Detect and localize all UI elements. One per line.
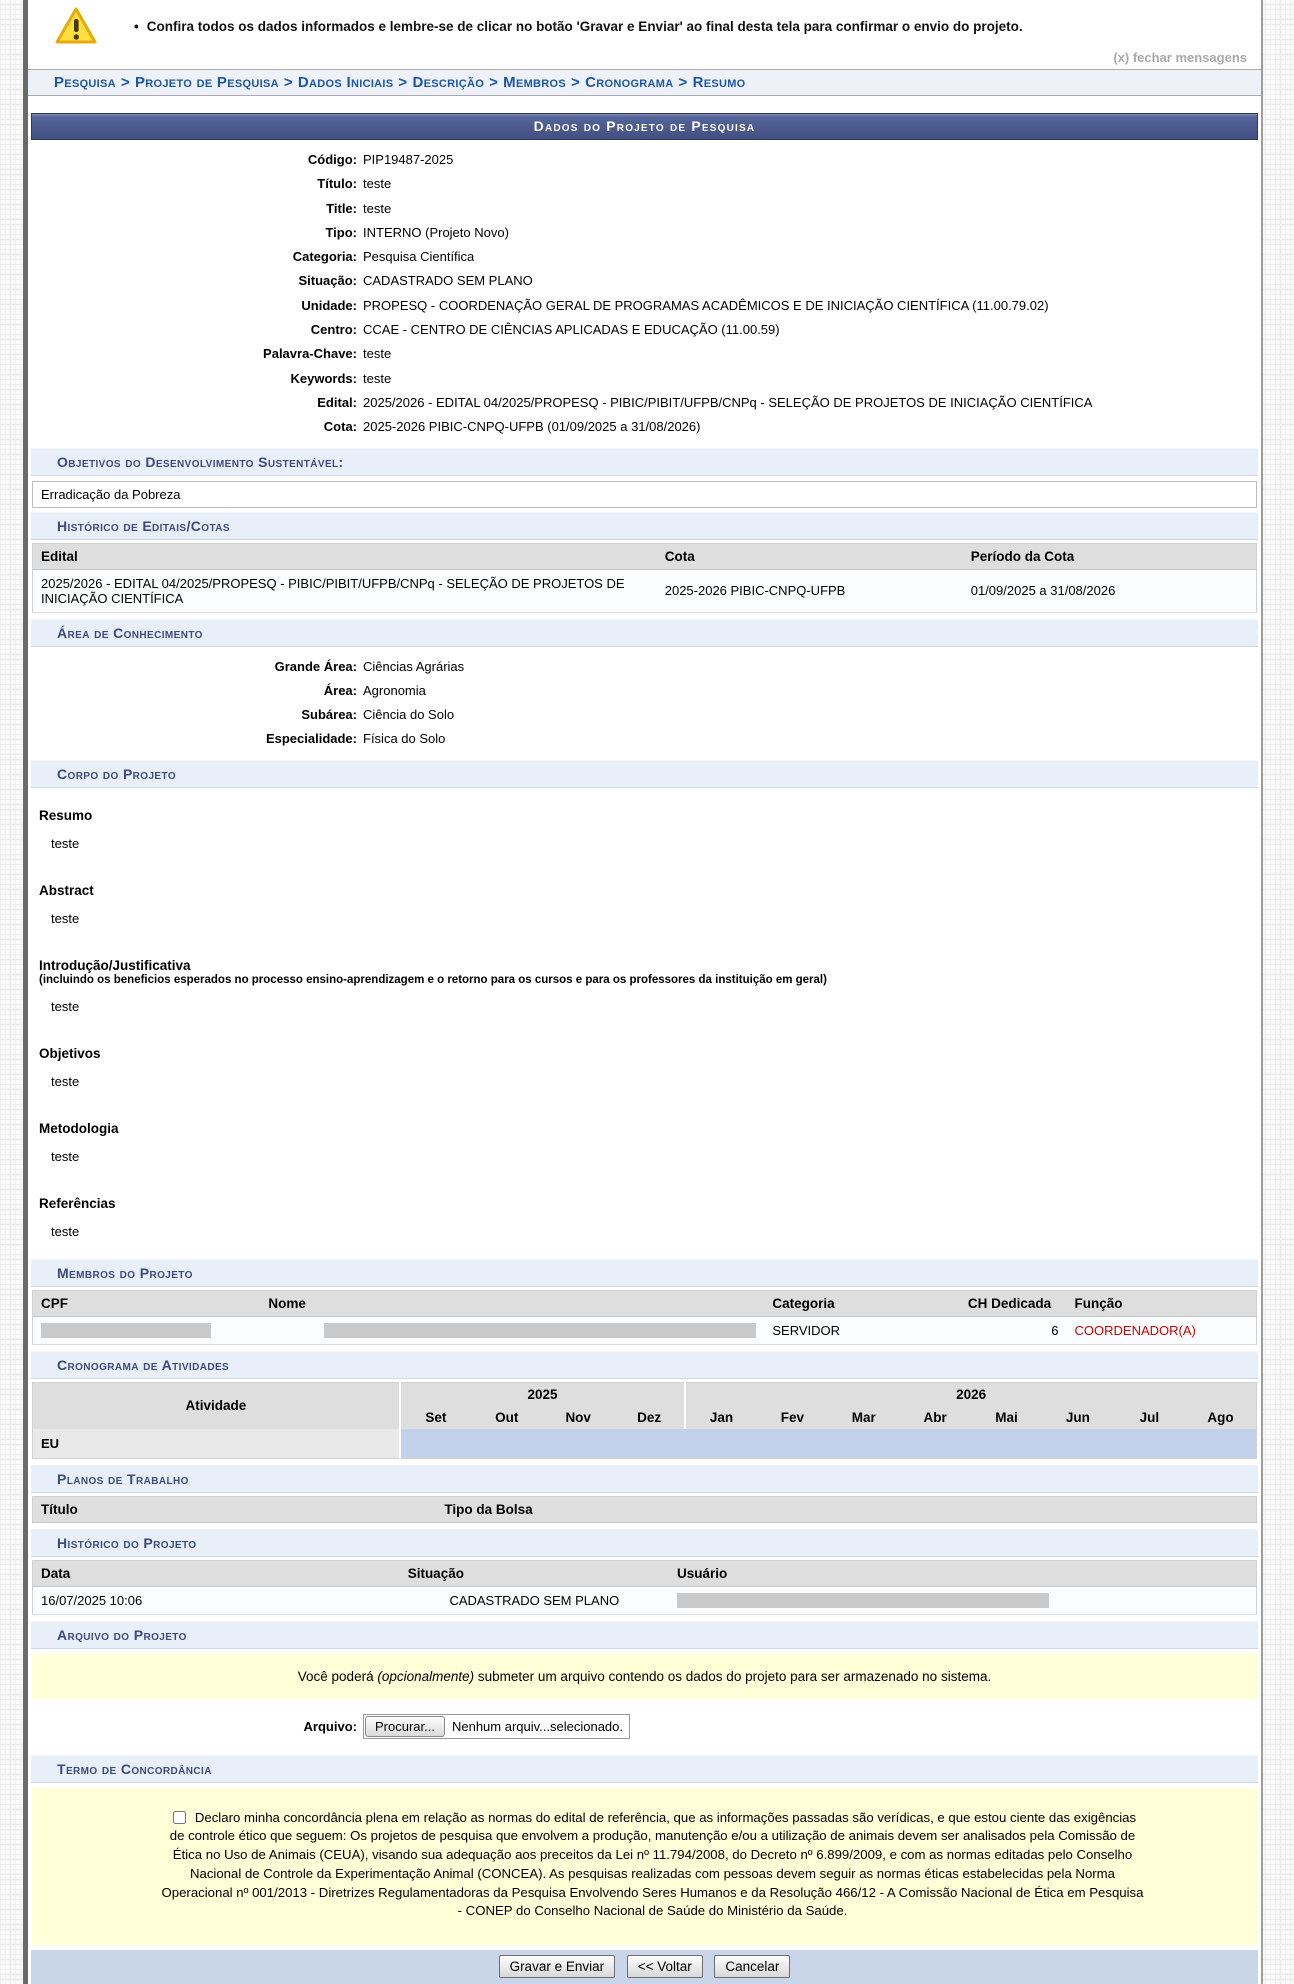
- field-row-tipo: [31, 221, 1258, 245]
- field-label: Código:: [307, 152, 357, 167]
- month-header: Nov: [543, 1406, 614, 1429]
- file-field-label: Arquivo:: [303, 1718, 357, 1734]
- close-messages-link[interactable]: (x) fechar mensagens: [1113, 50, 1247, 65]
- year-header-2026: 2026: [685, 1382, 1256, 1406]
- cell-edital: 2025/2026 - EDITAL 04/2025/PROPESQ - PIBIC/PIBIT/UFPB/CNPq - SELEÇÃO DE PROJETOS DE INICIAÇÃO CIENTÍFICA: [33, 569, 657, 612]
- block-value: teste: [51, 1073, 80, 1089]
- corpo-do-projeto: [31, 788, 1258, 1239]
- cell-funcao: COORDENADOR(A): [1067, 1316, 1257, 1344]
- field-value: PROPESQ - COORDENAÇÃO GERAL DE PROGRAMAS ACADÊMICOS E DE INICIAÇÃO CIENTÍFICA (11.00.79.02): [363, 297, 1049, 313]
- main-panel: [28, 96, 1261, 1984]
- redaction-block: [677, 1593, 1049, 1608]
- cell-periodo: 01/09/2025 a 31/08/2026: [963, 569, 1257, 612]
- corpo-block-objetivos: [39, 1026, 1250, 1089]
- breadcrumb-separator: >: [283, 74, 293, 91]
- browse-button[interactable]: Procurar...: [365, 1716, 445, 1737]
- month-cell-filled: [400, 1429, 471, 1459]
- breadcrumb-separator: >: [120, 74, 130, 91]
- activity-row: [33, 1429, 1257, 1459]
- block-heading: Objetivos: [39, 1045, 101, 1061]
- redaction-block: [324, 1323, 756, 1338]
- cronograma-table: [32, 1382, 1257, 1459]
- month-header: Jul: [1114, 1406, 1185, 1429]
- corpo-block-metodologia: [39, 1101, 1250, 1164]
- field-label: Subárea:: [301, 707, 357, 723]
- month-cell-filled: [543, 1429, 614, 1459]
- field-value: 2025-2026 PIBIC-CNPQ-UFPB (01/09/2025 a 31/08/2026): [363, 419, 701, 435]
- month-header: Mai: [971, 1406, 1042, 1429]
- col-header-categoria: Categoria: [764, 1290, 959, 1316]
- section-header-corpo: Corpo do Projeto: [31, 760, 1258, 788]
- col-header-funcao: Função: [1067, 1290, 1257, 1316]
- block-value: teste: [51, 998, 80, 1014]
- arquivo-note: [32, 1654, 1257, 1699]
- terms-label: [162, 1810, 1144, 1919]
- breadcrumb-separator: >: [571, 74, 581, 91]
- field-row-grande-area: [31, 655, 1258, 679]
- breadcrumb-item-descricao: Descrição: [412, 74, 485, 91]
- field-value: teste: [363, 200, 392, 216]
- month-header: Set: [400, 1406, 471, 1429]
- corpo-block-abstract: [39, 863, 1250, 926]
- cell-cota: 2025-2026 PIBIC-CNPQ-UFPB: [657, 569, 963, 612]
- month-header: Dez: [614, 1406, 685, 1429]
- warning-icon: [54, 6, 98, 46]
- col-header-ch-dedicada: CH Dedicada: [960, 1290, 1067, 1316]
- breadcrumb-item-membros: Membros: [503, 74, 567, 91]
- col-header-edital: Edital: [33, 543, 657, 569]
- field-label: Situação:: [298, 273, 357, 289]
- month-cell-filled: [1114, 1429, 1185, 1459]
- field-label: Keywords:: [290, 370, 357, 386]
- month-cell-filled: [471, 1429, 542, 1459]
- page-frame: [23, 0, 1263, 1984]
- month-cell-filled: [828, 1429, 899, 1459]
- month-header: Jun: [1042, 1406, 1113, 1429]
- field-value: teste: [363, 370, 392, 386]
- breadcrumb-item-projeto: Projeto de Pesquisa: [134, 74, 279, 91]
- block-value: teste: [51, 910, 80, 926]
- cell-nome-redacted: [260, 1316, 764, 1344]
- field-value: CCAE - CENTRO DE CIÊNCIAS APLICADAS E EDUCAÇÃO (11.00.59): [363, 322, 780, 338]
- field-label: Tipo:: [325, 224, 357, 240]
- breadcrumb-separator: >: [398, 74, 408, 91]
- planos-table: [32, 1496, 1257, 1523]
- field-value: INTERNO (Projeto Novo): [363, 224, 509, 240]
- month-cell-filled: [1042, 1429, 1113, 1459]
- ods-value: Erradicação da Pobreza: [32, 481, 1257, 508]
- field-label: Título:: [317, 176, 357, 192]
- month-cell-filled: [1185, 1429, 1256, 1459]
- field-label: Categoria:: [292, 249, 357, 265]
- month-header: Fev: [757, 1406, 828, 1429]
- year-header-2025: 2025: [400, 1382, 686, 1406]
- breadcrumb-item-resumo: Resumo: [692, 74, 746, 91]
- field-row-edital: [31, 391, 1258, 415]
- field-value: Ciências Agrárias: [363, 658, 465, 674]
- field-label: Edital:: [317, 394, 357, 410]
- col-header-atividade: Atividade: [33, 1382, 400, 1429]
- month-cell-filled: [971, 1429, 1042, 1459]
- field-label: Cota:: [323, 419, 357, 435]
- table-row: [33, 1316, 1257, 1344]
- terms-box: [32, 1788, 1257, 1945]
- breadcrumb-separator: >: [489, 74, 499, 91]
- cell-activity-name: EU: [33, 1429, 400, 1459]
- breadcrumb-separator: >: [678, 74, 688, 91]
- field-row-keywords: [31, 367, 1258, 391]
- col-header-periodo: Período da Cota: [963, 543, 1257, 569]
- note-text: Você poderá: [297, 1668, 378, 1684]
- col-header-titulo: Título: [33, 1496, 437, 1522]
- cell-categoria: SERVIDOR: [764, 1316, 959, 1344]
- area-fields: [31, 655, 1258, 752]
- month-header: Abr: [899, 1406, 970, 1429]
- month-cell-filled: [757, 1429, 828, 1459]
- month-header: Ago: [1185, 1406, 1256, 1429]
- block-value: teste: [51, 835, 80, 851]
- cell-ch-dedicada: 6: [960, 1316, 1067, 1344]
- block-value: teste: [51, 1148, 80, 1164]
- footer-bar: [31, 1950, 1258, 1984]
- field-label: Unidade:: [301, 297, 357, 313]
- corpo-block-referencias: [39, 1176, 1250, 1239]
- field-row-subarea: [31, 703, 1258, 727]
- cell-situacao: CADASTRADO SEM PLANO: [400, 1586, 669, 1614]
- field-value: Pesquisa Científica: [363, 249, 475, 265]
- col-header-situacao: Situação: [400, 1560, 669, 1586]
- field-value: teste: [363, 176, 392, 192]
- editais-table: [32, 543, 1257, 613]
- breadcrumb-item-pesquisa: Pesquisa: [54, 74, 116, 91]
- month-cell-filled: [899, 1429, 970, 1459]
- field-value: Ciência do Solo: [363, 707, 455, 723]
- corpo-block-introducao: [39, 938, 1250, 1014]
- field-row-categoria: [31, 245, 1258, 269]
- terms-checkbox[interactable]: [173, 1811, 186, 1824]
- field-value: Física do Solo: [363, 731, 446, 747]
- section-header-area: Área de Conhecimento: [31, 619, 1258, 647]
- field-row-unidade: [31, 294, 1258, 318]
- section-header-arquivo: Arquivo do Projeto: [31, 1621, 1258, 1649]
- field-label: Title:: [326, 200, 357, 216]
- field-value: teste: [363, 346, 392, 362]
- col-header-tipo-bolsa: Tipo da Bolsa: [436, 1496, 1256, 1522]
- field-label: Especialidade:: [265, 731, 357, 747]
- col-header-data: Data: [33, 1560, 400, 1586]
- cell-usuario-redacted: [669, 1586, 1257, 1614]
- cancel-button[interactable]: Cancelar: [714, 1955, 790, 1978]
- cell-data: 16/07/2025 10:06: [33, 1586, 400, 1614]
- month-header: Out: [471, 1406, 542, 1429]
- breadcrumb-item-cronograma: Cronograma: [585, 74, 674, 91]
- block-heading: Resumo: [39, 807, 93, 823]
- messages-panel: [28, 0, 1261, 69]
- back-button[interactable]: << Voltar: [627, 1955, 703, 1978]
- file-input[interactable]: [363, 1714, 630, 1739]
- note-italic-text: (opcionalmente): [377, 1668, 475, 1684]
- col-header-usuario: Usuário: [669, 1560, 1257, 1586]
- note-text: submeter um arquivo contendo os dados do projeto para ser armazenado no sistema.: [474, 1668, 992, 1684]
- breadcrumb-item-dados-iniciais: Dados Iniciais: [297, 74, 394, 91]
- field-label: Centro:: [310, 322, 357, 338]
- month-header: Jan: [685, 1406, 756, 1429]
- field-value: CADASTRADO SEM PLANO: [363, 273, 533, 289]
- section-header-planos: Planos de Trabalho: [31, 1465, 1258, 1493]
- block-heading: Metodologia: [39, 1120, 119, 1136]
- field-row-area: [31, 679, 1258, 703]
- panel-title: Dados do Projeto de Pesquisa: [31, 113, 1258, 140]
- historico-table: [32, 1560, 1257, 1615]
- section-header-cronograma: Cronograma de Atividades: [31, 1351, 1258, 1379]
- section-header-historico: Histórico do Projeto: [31, 1529, 1258, 1557]
- col-header-cota: Cota: [657, 543, 963, 569]
- corpo-block-resumo: [39, 788, 1250, 851]
- block-value: teste: [51, 1223, 80, 1239]
- field-value: 2025/2026 - EDITAL 04/2025/PROPESQ - PIBIC/PIBIT/UFPB/CNPq - SELEÇÃO DE PROJETOS DE INICIAÇÃO CIENTÍFICA: [363, 394, 1093, 410]
- file-field-row: [31, 1714, 1258, 1739]
- membros-table: [32, 1290, 1257, 1345]
- block-note: (incluindo os beneficios esperados no processo ensino-aprendizagem e o retorno para os cursos e para os professores da instituição em geral): [39, 973, 827, 986]
- field-row-title: [31, 197, 1258, 221]
- field-row-especialidade: [31, 727, 1258, 751]
- field-label: Grande Área:: [274, 658, 357, 674]
- month-cell-filled: [685, 1429, 756, 1459]
- terms-text: Declaro minha concordância plena em relação as normas do edital de referência, que as informações passadas são verídicas, e que estou ciente das exigências de controle ético que seguem: Os projetos de pesquisa que envolvem a produção, manutenção e/ou a utilização de animais devem ser analisados pela Comissão de Ética no Uso de Animais (CEUA), visando sua adequação aos preceitos da Lei nº 11.794/2008, do Decreto nº 6.899/2009, e com as normas editadas pelo Conselho Nacional de Controle da Experimentação Animal (CONCEA). As pesquisas realizadas com pessoas devem seguir as normas éticas estabelecidas pela Norma Operacional nº 001/2013 - Diretrizes Regulamentadoras da Pesquisa Envolvendo Seres Humanos e da Resolução 466/12 - A Comissão Nacional de Ética em Pesquisa - CONEP do Conselho Nacional de Saúde do Ministério da Saúde.: [161, 1809, 1144, 1919]
- table-row: [33, 569, 1257, 612]
- bullet: •: [134, 18, 139, 34]
- field-row-situacao: [31, 269, 1258, 293]
- block-heading: Referências: [39, 1195, 116, 1211]
- field-row-titulo: [31, 172, 1258, 196]
- col-header-nome: Nome: [260, 1290, 764, 1316]
- breadcrumb: [28, 69, 1261, 96]
- field-label: Palavra-Chave:: [263, 346, 357, 362]
- field-row-palavra-chave: [31, 342, 1258, 366]
- block-heading: Introdução/Justificativa: [39, 957, 191, 973]
- field-row-centro: [31, 318, 1258, 342]
- project-fields: [31, 148, 1258, 440]
- section-header-editais: Histórico de Editais/Cotas: [31, 512, 1258, 540]
- block-heading: Abstract: [39, 882, 94, 898]
- cell-cpf-redacted: [33, 1316, 261, 1344]
- table-row: [33, 1586, 1257, 1614]
- month-header: Mar: [828, 1406, 899, 1429]
- field-label: Área:: [323, 682, 357, 698]
- redaction-block: [41, 1323, 211, 1338]
- month-cell-filled: [614, 1429, 685, 1459]
- save-submit-button[interactable]: Gravar e Enviar: [499, 1955, 616, 1978]
- field-row-cota: [31, 415, 1258, 439]
- field-value: PIP19487-2025: [363, 152, 454, 167]
- col-header-cpf: CPF: [33, 1290, 261, 1316]
- section-header-ods: Objetivos do Desenvolvimento Sustentável:: [31, 448, 1258, 476]
- warning-message: • Confira todos os dados informados e lembre-se de clicar no botão 'Gravar e Enviar' ao final desta tela para confirmar o envio do projeto.: [134, 18, 1023, 34]
- section-header-termo: Termo de Concordância: [31, 1755, 1258, 1783]
- section-header-membros: Membros do Projeto: [31, 1259, 1258, 1287]
- field-value: Agronomia: [363, 682, 426, 698]
- field-row-codigo: [31, 148, 1258, 172]
- file-name-text: Nenhum arquiv...selecionado.: [451, 1718, 623, 1734]
